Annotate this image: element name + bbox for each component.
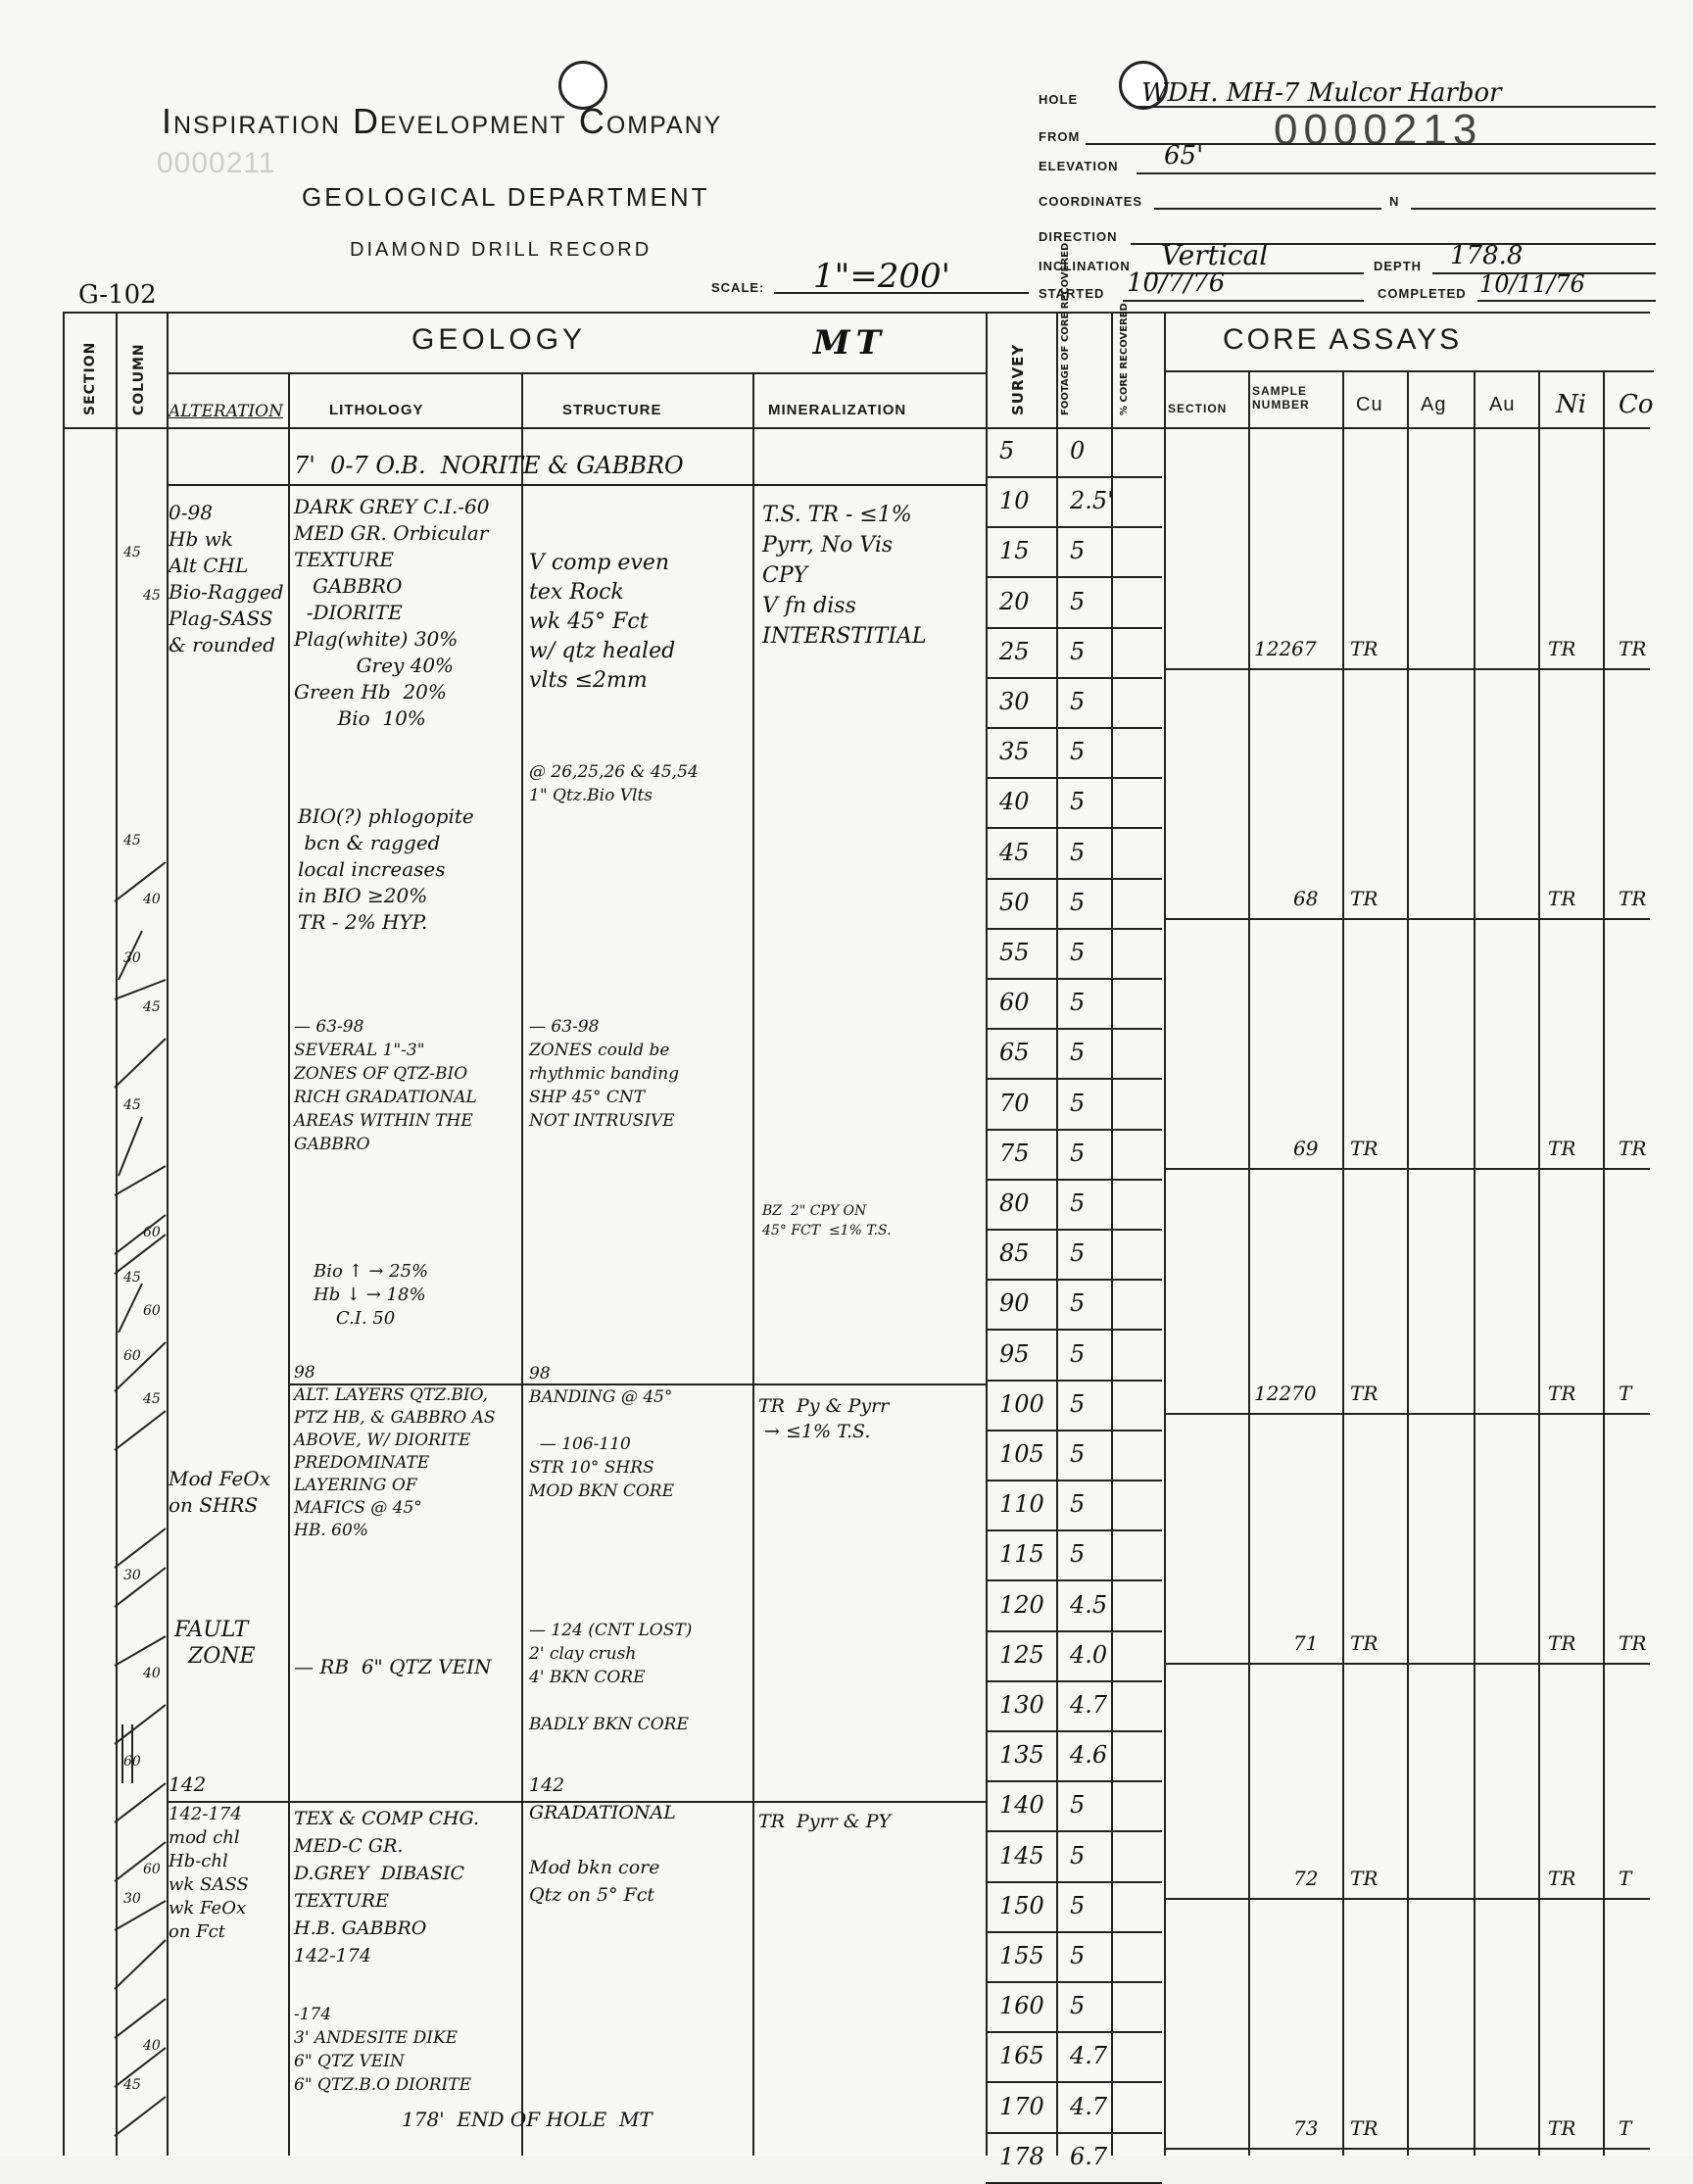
record-title: DIAMOND DRILL RECORD (350, 239, 653, 261)
footage-recovered: 5 (1070, 1289, 1086, 1318)
inclination-label: INCLINATION (1039, 259, 1131, 273)
direction-label: DIRECTION (1039, 229, 1118, 244)
footage-recovered: 5 (1070, 1841, 1086, 1869)
ni-value: TR (1548, 1867, 1576, 1890)
cu-value: TR (1350, 1631, 1379, 1655)
survey-row-line (986, 1579, 1162, 1581)
coordinates-label: COORDINATES (1039, 194, 1143, 209)
geology-header: GEOLOGY (411, 323, 587, 356)
alteration-0-98: 0-98 Hb wk Alt CHL Bio-Ragged Plag-SASS & rounded (169, 501, 284, 656)
survey-row-line (986, 1229, 1162, 1231)
lithology-qtz-vein: — RB 6" QTZ VEIN (294, 1655, 492, 1678)
column-angle-label: 60 (143, 1862, 161, 1877)
pct-core-header: % CORE RECOVERED (1119, 303, 1130, 415)
cu-header: Cu (1356, 394, 1383, 415)
survey-depth: 165 (999, 2042, 1044, 2070)
survey-depth: 170 (999, 2092, 1044, 2120)
survey-header: SURVEY (1009, 343, 1027, 415)
survey-depth: 105 (999, 1440, 1044, 1468)
co-value: T (1619, 2116, 1632, 2140)
ni-value: TR (1548, 1137, 1576, 1160)
footage-recovered: 5 (1070, 1891, 1086, 1919)
mineralization-cpy: BZ 2" CPY ON 45° FCT ≤1% T.S. (762, 1203, 892, 1238)
section-header: SECTION (82, 341, 98, 415)
from-label: FROM (1039, 129, 1081, 144)
column-angle-label: 60 (143, 1303, 161, 1319)
structure-comp: V comp even tex Rock wk 45° Fct w/ qtz healed vlts ≤2mm (529, 551, 676, 693)
survey-depth: 80 (999, 1189, 1030, 1217)
survey-row-line (986, 576, 1162, 578)
survey-depth: 30 (999, 688, 1030, 715)
column-angle-label: 40 (143, 2038, 161, 2054)
initials: MT (813, 323, 887, 363)
survey-row-line (986, 1881, 1162, 1883)
column-angle-label: 30 (123, 1891, 141, 1907)
footage-recovered: 5 (1070, 1039, 1086, 1067)
survey-row-line (986, 2031, 1162, 2033)
survey-row-line (986, 2081, 1162, 2083)
footage-recovered: 4.7 (1070, 2042, 1108, 2070)
survey-row-line (986, 1480, 1162, 1481)
assay-row-line (1164, 1413, 1650, 1415)
started-label: STARTED (1039, 286, 1105, 301)
inclination-value: Vertical (1161, 239, 1269, 271)
footage-recovered: 5 (1070, 1540, 1086, 1569)
mineralization-ts: T.S. TR - ≤1% Pyrr, No Vis CPY V fn diss INTERSTITIAL (762, 503, 927, 649)
structure-98: 98 BANDING @ 45° — 106-110 STR 10° SHRS MOD BKN CORE (529, 1364, 675, 1501)
footage-recovered: 5 (1070, 888, 1086, 916)
survey-row-line (986, 1430, 1162, 1432)
footage-recovered: 5 (1070, 1339, 1086, 1368)
structure-142: 142 GRADATIONAL Mod bkn core Qtz on 5° Fct (529, 1774, 676, 1906)
alteration-142-174: 142-174 mod chl Hb-chl wk SASS wk FeOx on Fct (169, 1804, 249, 1942)
sample-number: 72 (1293, 1867, 1319, 1890)
survey-row-line (986, 1680, 1162, 1682)
footage-recovered: 5 (1070, 1490, 1086, 1519)
footage-recovered: 5 (1070, 637, 1086, 665)
hole-value: WDH. MH-7 Mulcor Harbor (1141, 78, 1502, 108)
document-number: 0000213 (1274, 106, 1483, 154)
survey-depth: 85 (999, 1239, 1030, 1268)
column-angle-label: 40 (143, 892, 161, 907)
lithology-bio: BIO(?) phlogopite bcn & ragged local increases in BIO ≥20% TR - 2% HYP. (298, 804, 474, 934)
column-angle-label: 45 (123, 833, 141, 849)
ni-value: TR (1548, 1382, 1576, 1405)
survey-row-line (986, 1529, 1162, 1531)
survey-depth: 135 (999, 1741, 1044, 1770)
sample-number: 71 (1293, 1631, 1319, 1655)
survey-row-line (986, 1830, 1162, 1832)
footage-recovered: 5 (1070, 939, 1086, 966)
footage-recovered: 4.6 (1070, 1741, 1108, 1770)
column-angle-label: 45 (123, 1270, 141, 1286)
footage-recovered: 5 (1070, 1089, 1086, 1117)
elevation-label: ELEVATION (1039, 159, 1119, 173)
footage-recovered: 5 (1070, 1791, 1086, 1820)
survey-row-line (986, 1279, 1162, 1281)
ag-header: Ag (1421, 394, 1447, 415)
lithology-bio-hb: Bio ↑ → 25% Hb ↓ → 18% C.I. 50 (314, 1261, 429, 1329)
survey-row-line (986, 878, 1162, 880)
sample-number: 73 (1293, 2116, 1319, 2140)
footage-recovered: 5 (1070, 1992, 1086, 2020)
survey-depth: 55 (999, 939, 1030, 966)
lithology-63-98: — 63-98 SEVERAL 1"-3" ZONES OF QTZ-BIO RICH GRADATIONAL AREAS WITHIN THE GABBRO (294, 1017, 477, 1154)
department-title: GEOLOGICAL DEPARTMENT (302, 182, 710, 212)
assay-row-line (1164, 2148, 1650, 2150)
footage-recovered: 4.7 (1070, 2092, 1108, 2120)
completed-value: 10/11/76 (1479, 270, 1585, 298)
footage-recovered: 2.5' (1070, 487, 1114, 515)
cu-value: TR (1350, 887, 1379, 910)
footage-recovered: 5 (1070, 1942, 1086, 1969)
survey-depth: 60 (999, 989, 1030, 1017)
footage-recovered: 5 (1070, 1440, 1086, 1468)
sample-number: 68 (1293, 887, 1319, 910)
footage-recovered: 5 (1070, 1189, 1086, 1217)
sheet-id: G-102 (78, 280, 157, 310)
survey-row-line (986, 1730, 1162, 1732)
footage-recovered: 4.5 (1070, 1590, 1108, 1619)
company-name: Inspiration Development Company (162, 101, 723, 141)
survey-depth: 10 (999, 487, 1030, 515)
depth-label: DEPTH (1374, 259, 1423, 273)
column-angle-label: 45 (123, 2077, 141, 2093)
survey-row-line (986, 1329, 1162, 1331)
column-angle-label: 30 (123, 1568, 141, 1583)
column-angle-label: 30 (123, 950, 141, 966)
column-angle-label: 60 (123, 1754, 141, 1770)
survey-depth: 90 (999, 1289, 1030, 1318)
started-value: 10/7/76 (1127, 268, 1226, 298)
depth-value: 178.8 (1450, 241, 1524, 270)
survey-row-line (986, 1129, 1162, 1131)
survey-depth: 100 (999, 1389, 1044, 1418)
lithology-overburden: 7' 0-7 O.B. NORITE & GABBRO (294, 452, 684, 479)
survey-depth: 178 (999, 2142, 1044, 2170)
survey-depth: 20 (999, 587, 1030, 615)
lithology-header: LITHOLOGY (329, 402, 424, 418)
survey-depth: 75 (999, 1139, 1030, 1167)
lithology-142-174: TEX & COMP CHG. MED-C GR. D.GREY DIBASIC TEXTURE H.B. GABBRO 142-174 (294, 1808, 480, 1966)
column-sketch (113, 862, 168, 2146)
survey-depth: 40 (999, 788, 1030, 816)
survey-row-line (986, 827, 1162, 829)
footage-recovered: 5 (1070, 1389, 1086, 1418)
survey-depth: 65 (999, 1039, 1030, 1067)
co-value: TR (1619, 887, 1647, 910)
footage-recovered: 5 (1070, 989, 1086, 1017)
assay-row-line (1164, 918, 1650, 920)
assay-row-line (1164, 1898, 1650, 1900)
alteration-142: 142 (169, 1772, 207, 1796)
survey-row-line (986, 928, 1162, 930)
column-angle-label: 45 (143, 1391, 161, 1407)
column-angle-label: 45 (123, 1097, 141, 1113)
column-angle-label: 40 (143, 1666, 161, 1681)
ni-header: Ni (1556, 390, 1587, 419)
survey-depth: 130 (999, 1691, 1044, 1719)
survey-row-line (986, 777, 1162, 779)
structure-124: — 124 (CNT LOST) 2' clay crush 4' BKN CORE BADLY BKN CORE (529, 1621, 693, 1734)
column-header: COLUMN (131, 343, 147, 415)
elevation-value: 65' (1164, 141, 1204, 170)
cu-value: TR (1350, 1382, 1379, 1405)
cu-value: TR (1350, 637, 1379, 660)
survey-row-line (986, 1981, 1162, 1983)
core-assays-header: CORE ASSAYS (1223, 323, 1463, 356)
hole-label: HOLE (1039, 92, 1079, 107)
survey-depth: 115 (999, 1540, 1044, 1569)
survey-depth: 35 (999, 738, 1030, 766)
survey-row-line (986, 1931, 1162, 1933)
assay-section-header: SECTION (1168, 402, 1228, 415)
footage-recovered: 5 (1070, 788, 1086, 816)
survey-depth: 95 (999, 1339, 1030, 1368)
cu-value: TR (1350, 1867, 1379, 1890)
assay-row-line (1164, 1168, 1650, 1170)
co-value: TR (1619, 1631, 1647, 1655)
survey-row-line (986, 627, 1162, 629)
footage-recovered: 5 (1070, 838, 1086, 866)
column-angle-label: 45 (143, 588, 161, 604)
sample-number-header: SAMPLE NUMBER (1252, 384, 1310, 412)
survey-row-line (986, 2182, 1162, 2184)
sample-number: 12270 (1254, 1382, 1317, 1405)
footage-recovered: 5 (1070, 1139, 1086, 1167)
survey-row-line (986, 1179, 1162, 1181)
survey-depth: 140 (999, 1791, 1044, 1820)
sample-number: 12267 (1254, 637, 1317, 660)
co-header: Co (1619, 390, 1654, 419)
column-angle-label: 45 (123, 545, 141, 560)
survey-depth: 125 (999, 1640, 1044, 1669)
footage-recovered: 4.7 (1070, 1691, 1108, 1719)
survey-row-line (986, 677, 1162, 679)
co-value: TR (1619, 637, 1647, 660)
scale-value: 1"=200' (813, 257, 951, 296)
column-angle-label: 45 (143, 999, 161, 1015)
assay-row-line (1164, 668, 1650, 670)
end-of-hole: 178' END OF HOLE MT (402, 2108, 653, 2131)
cu-value: TR (1350, 2116, 1379, 2140)
survey-depth: 5 (999, 437, 1015, 464)
survey-row-line (986, 1380, 1162, 1382)
mineralization-header: MINERALIZATION (768, 402, 907, 418)
survey-depth: 145 (999, 1841, 1044, 1869)
footage-recovered: 5 (1070, 738, 1086, 766)
column-angle-label: 60 (143, 1225, 161, 1240)
completed-label: COMPLETED (1378, 286, 1467, 301)
lithology-gabbro: DARK GREY C.I.-60 MED GR. Orbicular TEXTURE GABBRO -DIORITE Plag(white) 30% Grey 40% Green Hb 20% Bio 10% (294, 495, 490, 730)
footage-recovered: 5 (1070, 688, 1086, 715)
survey-depth: 160 (999, 1992, 1044, 2020)
ni-value: TR (1548, 1631, 1576, 1655)
mineralization-py: TR Py & Pyrr → ≤1% T.S. (758, 1395, 890, 1442)
survey-row-line (986, 1630, 1162, 1632)
survey-row-line (986, 2132, 1162, 2134)
assay-row-line (1164, 1663, 1650, 1665)
au-header: Au (1489, 394, 1516, 415)
footage-recovered: 5 (1070, 587, 1086, 615)
survey-depth: 45 (999, 838, 1030, 866)
survey-depth: 70 (999, 1089, 1030, 1117)
survey-row-line (986, 978, 1162, 980)
structure-header: STRUCTURE (562, 402, 662, 418)
footage-recovered: 0 (1070, 437, 1086, 464)
survey-row-line (986, 1078, 1162, 1080)
survey-depth: 25 (999, 637, 1030, 665)
cu-value: TR (1350, 1137, 1379, 1160)
survey-row-line (986, 526, 1162, 528)
mineralization-pyrr: TR Pyrr & PY (758, 1811, 892, 1832)
survey-depth: 150 (999, 1891, 1044, 1919)
survey-depth: 15 (999, 537, 1030, 565)
survey-row-line (986, 1028, 1162, 1030)
co-value: TR (1619, 1137, 1647, 1160)
footage-recovered: 5 (1070, 1239, 1086, 1268)
sample-number: 69 (1293, 1137, 1319, 1160)
survey-row-line (986, 727, 1162, 729)
ni-value: TR (1548, 887, 1576, 910)
n-label: N (1389, 194, 1400, 209)
ni-value: TR (1548, 2116, 1576, 2140)
scale-label: SCALE: (711, 280, 765, 295)
survey-row-line (986, 476, 1162, 478)
structure-63-98: — 63-98 ZONES could be rhythmic banding SHP 45° CNT NOT INTRUSIVE (529, 1017, 680, 1131)
alteration-mod-feox: Mod FeOx on SHRS (169, 1467, 270, 1517)
ni-value: TR (1548, 637, 1576, 660)
column-angle-label: 60 (123, 1348, 141, 1364)
alteration-header: ALTERATION (169, 402, 283, 421)
footage-recovered: 4.0 (1070, 1640, 1108, 1669)
lithology-174: -174 3' ANDESITE DIKE 6" QTZ VEIN 6" QTZ.B.O DIORITE (294, 2005, 472, 2095)
footage-recovered: 6.7 (1070, 2142, 1108, 2170)
faint-stamp: 0000211 (157, 147, 276, 179)
structure-veinlets: @ 26,25,26 & 45,54 1" Qtz.Bio Vlts (529, 762, 699, 805)
survey-row-line (986, 1780, 1162, 1782)
footage-header: FOOTAGE OF CORE RECOVERED (1060, 242, 1071, 415)
lithology-98: 98 ALT. LAYERS QTZ.BIO, PTZ HB, & GABBRO AS ABOVE, W/ DIORITE PREDOMINATE LAYERING OF MAFICS @ 45° HB. 60% (294, 1363, 496, 1540)
survey-depth: 110 (999, 1490, 1044, 1519)
co-value: T (1619, 1382, 1632, 1405)
survey-depth: 120 (999, 1590, 1044, 1619)
alteration-fault-zone: FAULT ZONE (174, 1618, 256, 1669)
survey-depth: 155 (999, 1942, 1044, 1969)
footage-recovered: 5 (1070, 537, 1086, 565)
survey-depth: 50 (999, 888, 1030, 916)
co-value: T (1619, 1867, 1632, 1890)
